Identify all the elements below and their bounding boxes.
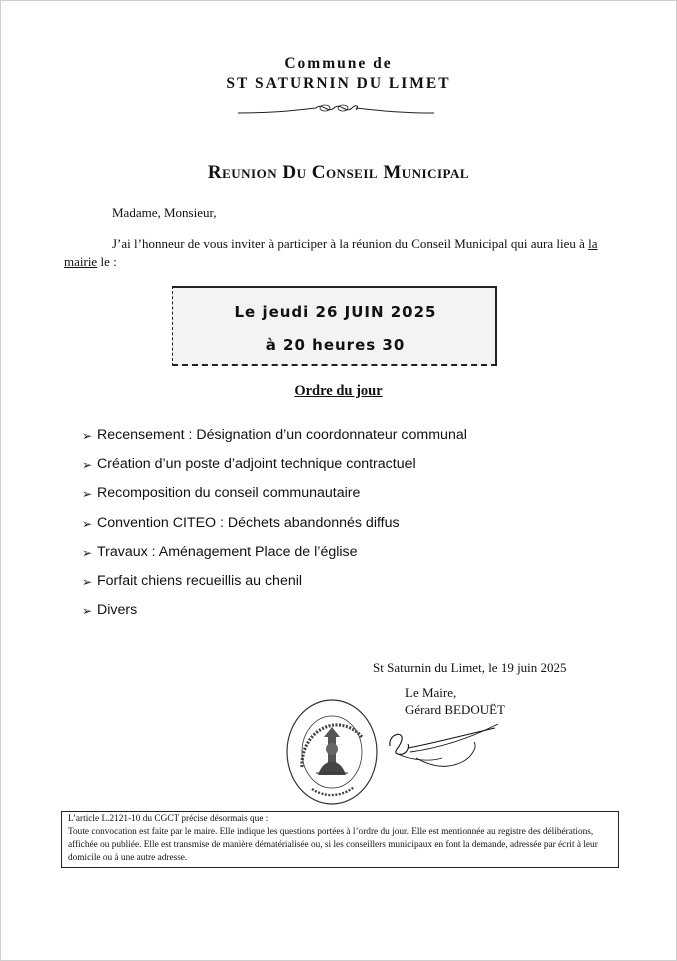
place-and-date: St Saturnin du Limet, le 19 juin 2025	[373, 660, 567, 675]
document-title: Reunion Du Conseil Municipal	[207, 162, 470, 183]
arrow-bullet-icon: ➢	[82, 458, 93, 473]
agenda-item-text: Création d’un poste d’adjoint technique contractuel	[97, 456, 416, 473]
agenda-item	[82, 602, 467, 631]
meeting-date: Le jeudi 26 JUIN 2025	[234, 303, 437, 321]
agenda-item	[82, 544, 467, 573]
agenda-list	[82, 427, 467, 631]
agenda-item-text: Divers	[97, 602, 138, 619]
agenda-item	[82, 485, 467, 514]
agenda-item-text: Convention CITEO : Déchets abandonnés diffus	[97, 514, 400, 531]
intro-suffix: le :	[97, 254, 117, 269]
arrow-bullet-icon: ➢	[82, 545, 93, 560]
arrow-bullet-icon: ➢	[82, 516, 93, 531]
mayor-signature-icon	[370, 718, 505, 773]
intro-paragraph	[64, 235, 612, 271]
agenda-item-text: Forfait chiens recueillis au chenil	[97, 572, 303, 589]
arrow-bullet-icon: ➢	[82, 429, 93, 443]
notice-body: Toute convocation est faite par le maire. Elle indique les questions portées à l’ordre du jour. Elle est mentionnée au registre des délibérations, affichée ou publiée. Elle est transmise de manière dématérialisée ou, si les conseillers municipaux en font la demande, adressée par écrit à leur domicile ou à une autre adresse.	[68, 827, 598, 863]
commune-label: Commune de	[284, 55, 393, 72]
meeting-date-box	[172, 286, 497, 366]
arrow-bullet-icon: ➢	[82, 487, 93, 502]
town-seal-stamp-icon	[284, 697, 380, 807]
arrow-bullet-icon: ➢	[82, 604, 93, 619]
legal-notice	[61, 811, 619, 868]
agenda-item-text: Recensement : Désignation d’un coordonnateur communal	[97, 427, 467, 443]
notice-heading: L’article L.2121-10 du CGCT précise désormais que :	[68, 814, 269, 824]
agenda-item	[82, 573, 467, 602]
agenda-item-text: Recomposition du conseil communautaire	[97, 485, 361, 502]
intro-text: J’ai l’honneur de vous inviter à participer à la réunion du Conseil Municipal qui aura lieu à	[112, 236, 585, 251]
agenda-item-text: Travaux : Aménagement Place de l’église	[97, 543, 358, 560]
commune-name: ST SATURNIN DU LIMET	[226, 75, 451, 92]
agenda-heading: Ordre du jour	[294, 383, 383, 399]
salutation: Madame, Monsieur,	[112, 205, 217, 220]
agenda-item	[82, 515, 467, 544]
agenda-item	[82, 427, 467, 456]
ornament-divider-icon	[236, 100, 436, 120]
mayor-name: Gérard BEDOUËT	[405, 702, 505, 717]
meeting-place: la mairie	[64, 236, 598, 269]
meeting-time: à 20 heures 30	[265, 336, 406, 354]
mayor-role: Le Maire,	[405, 685, 457, 700]
arrow-bullet-icon: ➢	[82, 574, 93, 589]
agenda-item	[82, 456, 467, 485]
